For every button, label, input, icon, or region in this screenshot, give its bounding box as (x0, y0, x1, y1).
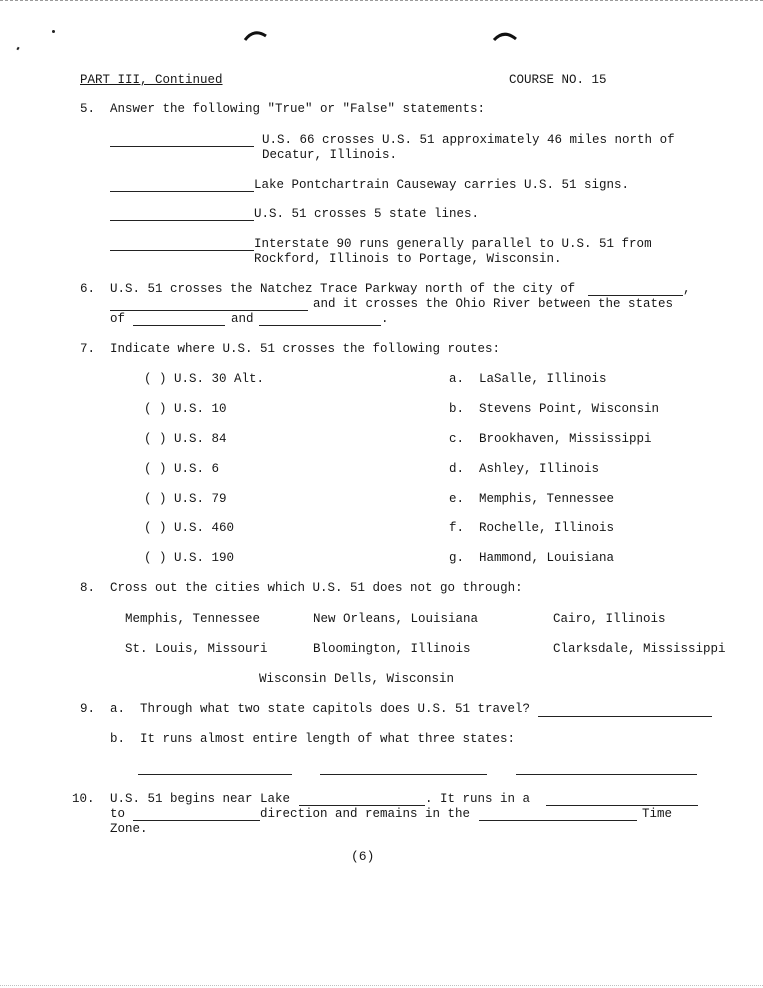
q8-city-4[interactable]: St. Louis, Missouri (125, 642, 268, 656)
q10-text-4: direction and remains in the (260, 807, 471, 821)
q5-statement-1a: U.S. 66 crosses U.S. 51 approximately 46 miles north of (262, 133, 675, 147)
q5-statement-4a: Interstate 90 runs generally parallel to U.S. 51 from (254, 237, 652, 251)
scan-mark-right (490, 27, 520, 45)
q6-comma: , (683, 282, 691, 296)
q7-route-7[interactable]: ( ) U.S. 190 (144, 551, 235, 565)
q7-letter-a: a. (449, 372, 465, 386)
q7-route-5[interactable]: ( ) U.S. 79 (144, 492, 227, 506)
q9a-label: a. (110, 702, 126, 716)
q10-text-3: to (110, 807, 126, 821)
page-number: (6) (351, 849, 375, 864)
q7-city-c: Brookhaven, Mississippi (479, 432, 652, 446)
course-number: COURSE NO. 15 (509, 73, 607, 87)
q6-state-blank-2[interactable] (259, 325, 381, 326)
q10-direction-blank-1[interactable] (546, 805, 698, 806)
q10-lake-blank[interactable] (299, 805, 425, 806)
q7-route-2[interactable]: ( ) U.S. 10 (144, 402, 227, 416)
q8-city-7[interactable]: Wisconsin Dells, Wisconsin (259, 672, 455, 686)
q9b-answer-blank-2[interactable] (320, 774, 487, 775)
q7-route-3[interactable]: ( ) U.S. 84 (144, 432, 227, 446)
q7-city-e: Memphis, Tennessee (479, 492, 615, 506)
q6-city-blank-2[interactable] (110, 310, 308, 311)
q7-route-4[interactable]: ( ) U.S. 6 (144, 462, 220, 476)
q5-answer-blank-2[interactable] (110, 191, 254, 192)
q6-state-blank-1[interactable] (133, 325, 225, 326)
q9a-answer-blank[interactable] (538, 716, 712, 717)
q8-city-1[interactable]: Memphis, Tennessee (125, 612, 261, 626)
scan-tick (16, 47, 19, 51)
q7-city-b: Stevens Point, Wisconsin (479, 402, 660, 416)
scan-mark-left (240, 26, 270, 44)
q7-letter-g: g. (449, 551, 465, 565)
q5-answer-blank-1[interactable] (110, 146, 254, 147)
q5-statement-3: U.S. 51 crosses 5 state lines. (254, 207, 480, 221)
q6-line-1: U.S. 51 crosses the Natchez Trace Parkway north of the city of (110, 282, 576, 296)
q7-letter-b: b. (449, 402, 465, 416)
q6-and: and (231, 312, 254, 326)
q8-prompt: Cross out the cities which U.S. 51 does not go through: (110, 581, 523, 595)
q7-route-1[interactable]: ( ) U.S. 30 Alt. (144, 372, 265, 386)
q6-number: 6. (80, 282, 96, 296)
q7-city-a: LaSalle, Illinois (479, 372, 607, 386)
q9a-text: Through what two state capitols does U.S. 51 travel? (140, 702, 531, 716)
q5-number: 5. (80, 102, 96, 116)
q9b-text: It runs almost entire length of what three states: (140, 732, 516, 746)
q5-prompt: Answer the following "True" or "False" statements: (110, 102, 486, 116)
bottom-scan-edge (0, 985, 763, 986)
q5-answer-blank-4[interactable] (110, 250, 254, 251)
q5-statement-1b: Decatur, Illinois. (262, 148, 398, 162)
q5-statement-2: Lake Pontchartrain Causeway carries U.S. 51 signs. (254, 178, 630, 192)
scan-dot (52, 30, 55, 33)
q10-timezone-blank[interactable] (479, 820, 637, 821)
q10-direction-blank-2[interactable] (133, 820, 260, 821)
q7-city-d: Ashley, Illinois (479, 462, 600, 476)
q9b-label: b. (110, 732, 126, 746)
q6-period: . (381, 312, 389, 326)
q7-letter-f: f. (449, 521, 465, 535)
q7-prompt: Indicate where U.S. 51 crosses the following routes: (110, 342, 501, 356)
q8-city-3[interactable]: Cairo, Illinois (553, 612, 666, 626)
q10-text-2: . It runs in a (425, 792, 531, 806)
q7-city-f: Rochelle, Illinois (479, 521, 615, 535)
q8-city-5[interactable]: Bloomington, Illinois (313, 642, 471, 656)
q6-of: of (110, 312, 126, 326)
part-heading: PART III, Continued (80, 73, 223, 87)
q5-answer-blank-3[interactable] (110, 220, 254, 221)
q7-route-6[interactable]: ( ) U.S. 460 (144, 521, 235, 535)
q9-number: 9. (80, 702, 96, 716)
q9b-answer-blank-3[interactable] (516, 774, 697, 775)
q10-number: 10. (72, 792, 95, 806)
q7-city-g: Hammond, Louisiana (479, 551, 615, 565)
q8-city-2[interactable]: New Orleans, Louisiana (313, 612, 479, 626)
top-scan-edge (0, 0, 763, 1)
q10-text-6: Zone. (110, 822, 148, 836)
q6-line-2: and it crosses the Ohio River between the states (313, 297, 674, 311)
q6-city-blank[interactable] (588, 295, 683, 296)
q5-statement-4b: Rockford, Illinois to Portage, Wisconsin. (254, 252, 562, 266)
q8-city-6[interactable]: Clarksdale, Mississippi (553, 642, 726, 656)
q7-number: 7. (80, 342, 96, 356)
q7-letter-d: d. (449, 462, 465, 476)
q9b-answer-blank-1[interactable] (138, 774, 292, 775)
q10-text-1: U.S. 51 begins near Lake (110, 792, 291, 806)
q10-text-5: Time (642, 807, 673, 821)
q7-letter-e: e. (449, 492, 465, 506)
q8-number: 8. (80, 581, 96, 595)
q7-letter-c: c. (449, 432, 465, 446)
